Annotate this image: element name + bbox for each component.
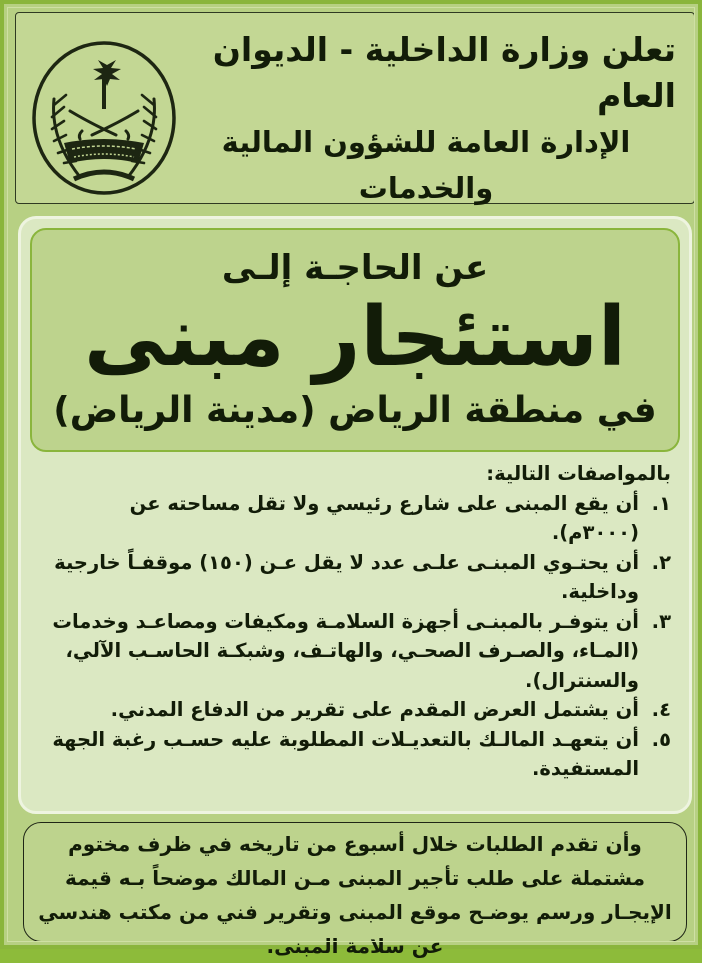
header-panel (15, 12, 695, 204)
spec-text: أن يحتـوي المبنـى علـى عدد لا يقل عـن (١٥٠) موقفـاً خارجية وداخلية. (54, 550, 639, 603)
specifications (39, 459, 671, 784)
spec-item (39, 607, 671, 696)
spec-number: ٤. (651, 698, 671, 721)
title-line-1: عن الحاجـة إلـى (221, 248, 489, 288)
submission-instructions (23, 822, 687, 958)
specifications-list (39, 489, 671, 784)
header-line-1: تعلن وزارة الداخلية - الديوان العام (212, 30, 676, 115)
spec-text: أن يتعهـد المالـك بالتعديـلات المطلوبة عليه حسـب رغبة الجهة المستفيدة. (52, 727, 639, 780)
spec-number: ٥. (651, 727, 671, 751)
title-panel (30, 228, 680, 452)
spec-item (39, 489, 671, 548)
specifications-intro: بالمواصفات التالية: (486, 462, 671, 485)
body-panel (18, 216, 692, 814)
spec-number: ٣. (651, 609, 671, 633)
spec-text: أن يتوفـر بالمبنـى أجهزة السلامـة ومكيفات ومصاعـد وخدمات (المـاء، والصـرف الصحـي، والهاتـف، وشبكـة الحاسـب الآلي، والسنترال). (52, 609, 639, 692)
spec-number: ٢. (651, 550, 671, 574)
ministry-emblem-icon (30, 39, 178, 197)
spec-item (39, 725, 671, 784)
title-main: استئجار مبنى (83, 290, 626, 385)
spec-item (39, 548, 671, 607)
spec-text: أن يقع المبنى على شارع رئيسي ولا تقل مساحته عن (٣٠٠٠م). (129, 491, 639, 544)
footer-text: وأن تقدم الطلبات خلال أسبوع من تاريخه في ظرف مختوم مشتملة على طلب تأجير المبنى مـن المالك موضحاً بـه قيمة الإيجـار ورسم يوضـح موقع المبنى وتقرير فني من مكتب هندسي عن سلامة المبنى. (38, 832, 672, 958)
spec-number: ١. (651, 491, 671, 515)
spec-item (39, 695, 671, 725)
title-location: في منطقة الرياض (مدينة الرياض) (53, 390, 657, 431)
spec-text: أن يشتمل العرض المقدم على تقرير من الدفاع المدني. (110, 698, 639, 721)
header-line-2: الإدارة العامة للشؤون المالية والخدمات (221, 125, 631, 205)
